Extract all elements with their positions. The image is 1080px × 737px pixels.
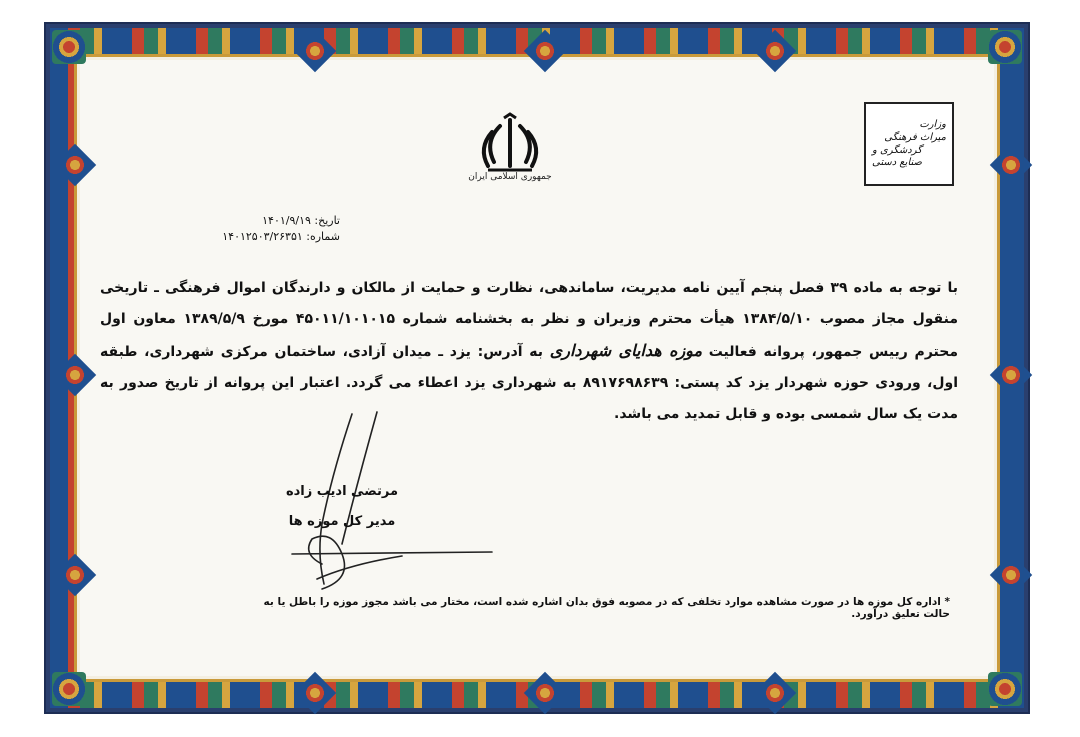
corner-ornament (988, 30, 1022, 64)
handwritten-signature (262, 404, 502, 604)
corner-ornament (52, 30, 86, 64)
letter-date: تاریخ: ۱۴۰۱/۹/۱۹ (262, 214, 340, 227)
letter-number: شماره: ۱۴۰۱۲۵۰۳/۲۶۳۵۱ (222, 230, 340, 243)
emblem-caption: جمهوری اسلامی ایران (468, 172, 552, 182)
signatory-name: مرتضی ادیب زاده (285, 484, 399, 499)
museum-name: موزه هدایای شهرداری (549, 341, 703, 360)
corner-ornament (52, 672, 86, 706)
corner-ornament (988, 672, 1022, 706)
ministry-line: میراث فرهنگی (884, 132, 946, 143)
body-text-part1: با توجه به ماده ۳۹ فصل پنجم آیین نامه مدیریت، ساماندهی، نظارت و حمایت از مالکان و دارندگان اموال فرهنگی ـ تاریخی منقول مجاز مصوب ۱۳۸۴/۵/۱۰ هیأت محترم وزیران و نظر به بخشنامه شماره ۴۵۰۱۱/۱۰۱۰۱۵ مورخ ۱۳۸۹/۵/۹ معاون اول محترم رییس جمهور، پروانه فعالیت (100, 280, 959, 360)
footnote: * اداره کل موزه ها در صورت مشاهده موارد تخلفی که در مصوبه فوق بدان اشاره شده است، مختار می باشد مجوز موزه را باطل یا به حالت تعلیق درآورد. (263, 596, 950, 620)
certificate-body (100, 273, 958, 430)
signatory-title: مدیر کل موزه ها (288, 514, 396, 529)
ministry-line: وزارت (919, 119, 946, 130)
ministry-line: گردشگری و صنایع دستی (872, 145, 923, 168)
letter-meta (200, 214, 340, 246)
body-text-part2: به آدرس: یزد ـ میدان آزادی، ساختمان مرکزی شهرداری، طبقه اول، ورودی حوزه شهردار یزد کد پستی: ۸۹۱۷۶۹۸۶۳۹ به شهرداری یزد اعطاء می گردد. اعتبار این پروانه از تاریخ صدور به مدت یک سال شمسی بوده و قابل تمدید می باشد. (100, 344, 958, 422)
ministry-logo (864, 102, 954, 186)
